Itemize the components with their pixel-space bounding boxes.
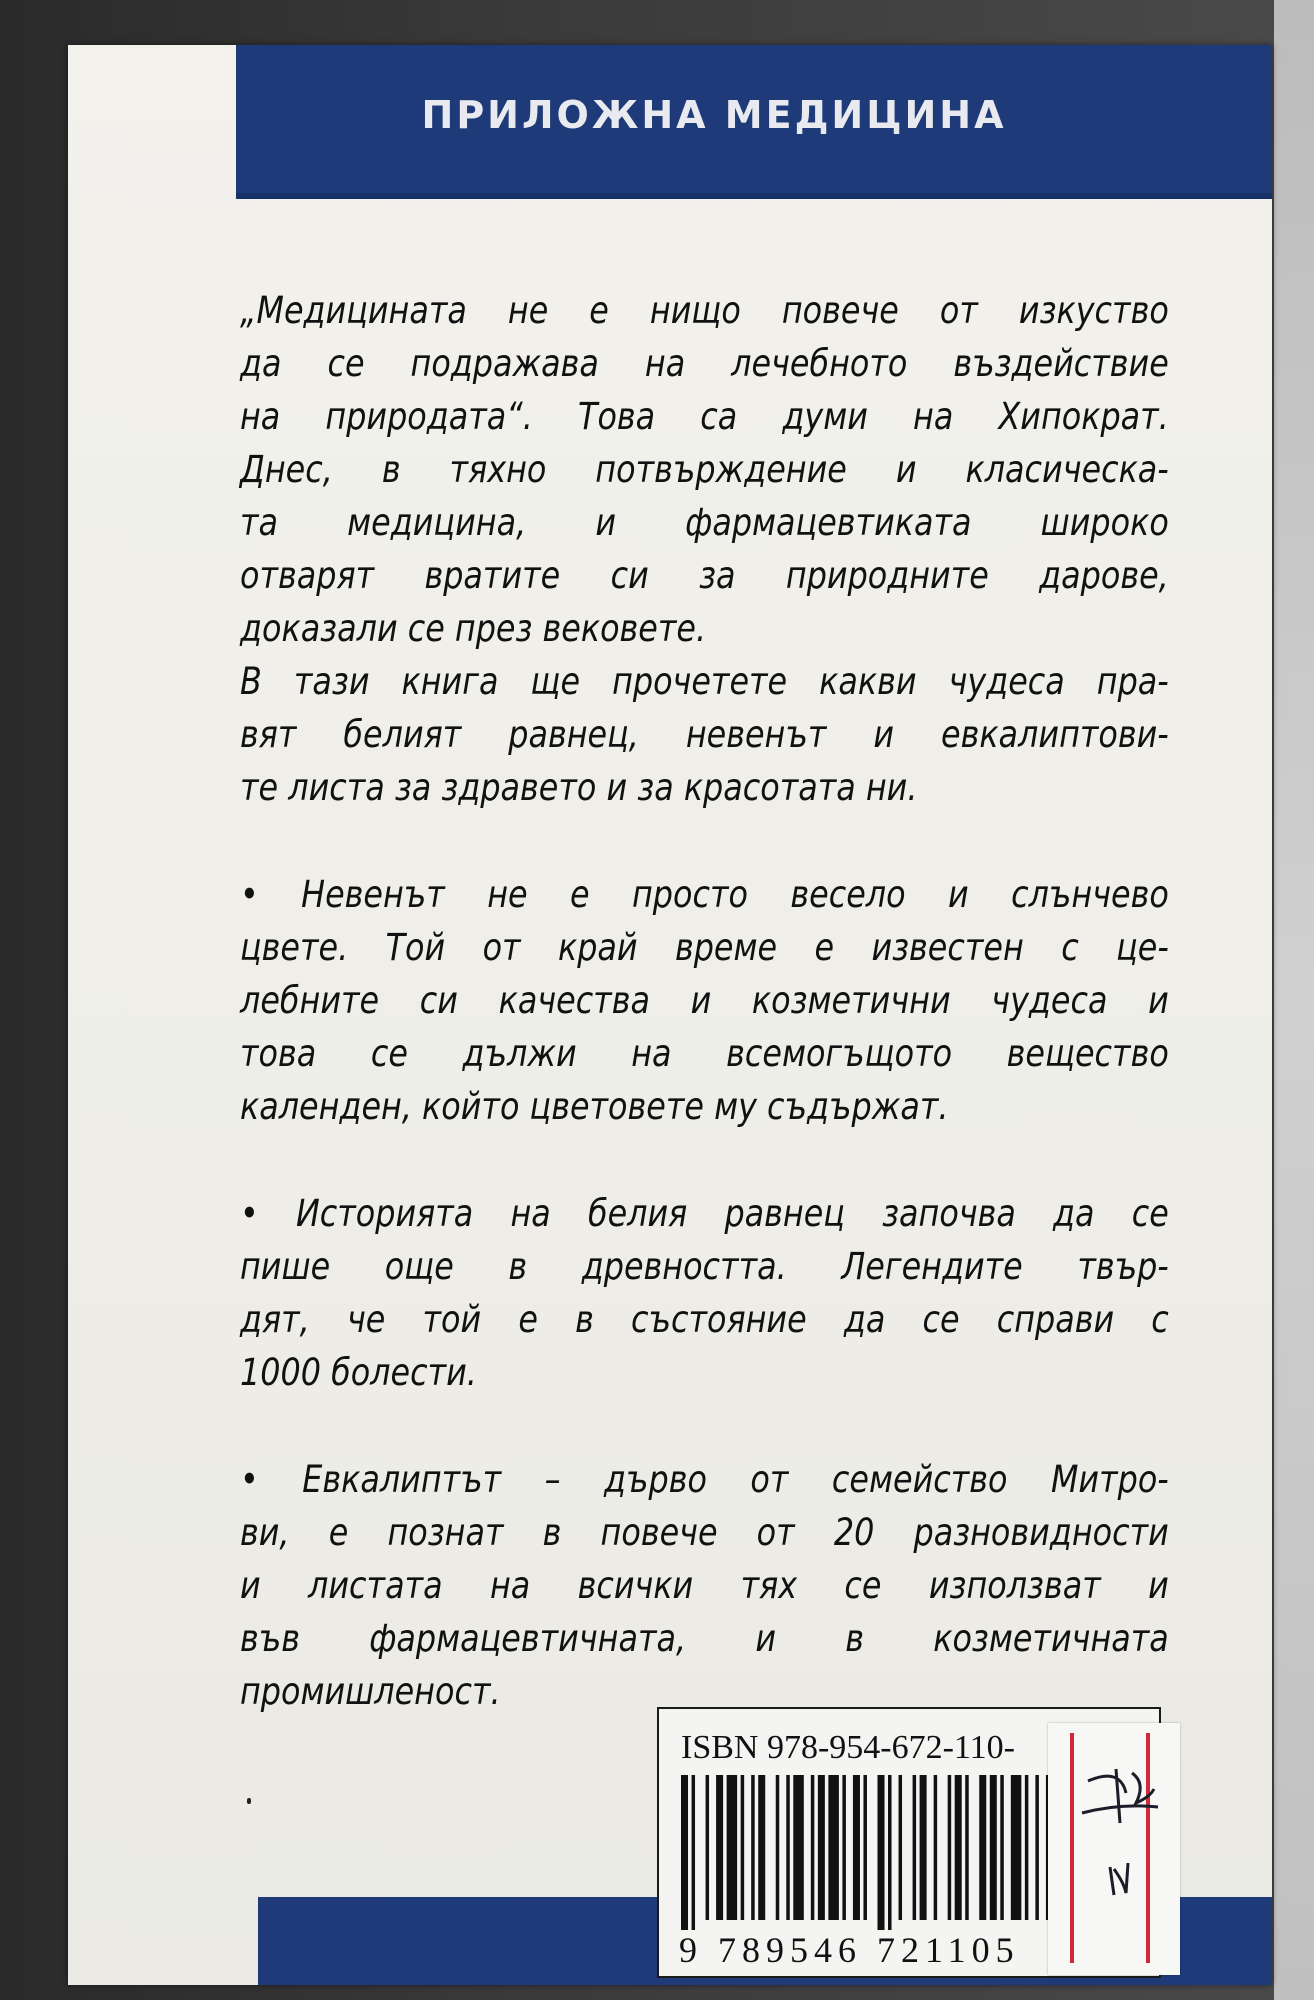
- blurb-line: те листа за здравето и за красотата ни.: [240, 766, 918, 809]
- bullet-line: • Историята на белия равнец започва да се: [240, 1192, 1169, 1235]
- barcode-bar: [751, 1775, 755, 1920]
- barcode-bar: [990, 1775, 997, 1920]
- bullet-line: ви, е познат в повече от 20 разновидности: [240, 1511, 1169, 1554]
- barcode-bar: [863, 1775, 867, 1920]
- blurb-line: доказали се през вековете.: [240, 607, 707, 650]
- barcode-bar: [965, 1775, 969, 1920]
- blurb-line: отварят вратите си за природните дарове,: [240, 554, 1169, 597]
- paragraph-spacer: [240, 1399, 1040, 1453]
- barcode-bar: [758, 1775, 765, 1920]
- bullet-line: лебните си качества и козметични чудеса и: [240, 979, 1169, 1022]
- price-sticker: [1048, 1723, 1180, 1975]
- barcode-bar: [818, 1775, 825, 1920]
- blurb-line: на природата“. Това са думи на Хипократ.: [240, 395, 1169, 438]
- bullet-line: • Невенът не е просто весело и слънчево: [240, 873, 1169, 916]
- paragraph-spacer: [240, 814, 1040, 868]
- bullet-line: • Евкалиптът – дърво от семейство Митро-: [240, 1458, 1169, 1501]
- barcode-bar: [706, 1775, 710, 1920]
- bullet-line: цвете. Той от край време е известен с це-: [240, 926, 1169, 969]
- blurb-line: та медицина, и фармацевтиката широко: [240, 501, 1169, 544]
- barcode-bar: [948, 1775, 952, 1920]
- barcode-bar: [828, 1775, 839, 1920]
- handwritten-mark-icon: [1080, 1763, 1160, 1923]
- ink-dot: [247, 1798, 251, 1804]
- barcode-bar: [776, 1775, 780, 1920]
- bullet-line: дят, че той е в състояние да се справи с: [240, 1298, 1169, 1341]
- background-edge: [1274, 0, 1314, 2000]
- barcode-bar: [853, 1775, 860, 1920]
- barcode-bar: [955, 1775, 962, 1920]
- blurb-line: „Медицината не е нищо повече от изкуство: [240, 289, 1169, 332]
- barcode-bar: [793, 1775, 804, 1920]
- blurb-line: Днес, в тяхно потвърждение и класическа-: [240, 448, 1169, 491]
- bullet-line: и листата на всички тях се използват и: [240, 1564, 1169, 1607]
- isbn-digits: 9 789546 721105: [679, 1930, 1020, 1970]
- barcode-bar: [888, 1775, 892, 1930]
- barcode-bar: [1025, 1775, 1029, 1920]
- bullet-line: това се дължи на всемогъщото вещество: [240, 1032, 1169, 1075]
- blurb-line: В тази книга ще прочетете какви чудеса пра-: [240, 660, 1169, 703]
- barcode-bar: [681, 1775, 688, 1930]
- barcode-bar: [741, 1775, 745, 1920]
- barcode-bar: [920, 1775, 927, 1920]
- isbn-label: ISBN 978-954-672-110-: [681, 1729, 1015, 1766]
- blurb-line: да се подражава на лечебното въздействие: [240, 342, 1169, 385]
- series-header-band: [236, 45, 1272, 199]
- barcode-bar: [727, 1775, 738, 1920]
- barcode-bar: [811, 1775, 815, 1920]
- barcode-bar: [877, 1775, 884, 1930]
- bullet-line: във фармацевтичната, и в козметичната: [240, 1617, 1169, 1660]
- sticker-red-line: [1070, 1733, 1074, 1963]
- series-title: ПРИЛОЖНА МЕДИЦИНА: [421, 93, 1007, 137]
- barcode-bar: [716, 1775, 723, 1920]
- bullet-line: 1000 болести.: [240, 1351, 477, 1394]
- barcode-icon: [681, 1775, 1081, 1930]
- bullet-line: промишленост.: [240, 1670, 501, 1713]
- barcode-bar: [979, 1775, 986, 1920]
- blurb-text: [240, 284, 1169, 1718]
- barcode-bar: [1011, 1775, 1022, 1920]
- paragraph-spacer: [240, 1133, 1040, 1187]
- barcode-bar: [934, 1775, 938, 1920]
- barcode-bar: [913, 1775, 917, 1920]
- barcode-bar: [842, 1775, 846, 1920]
- bullet-line: календен, който цветовете му съдържат.: [240, 1085, 949, 1128]
- barcode-bar: [899, 1775, 903, 1920]
- barcode-bar: [692, 1775, 696, 1930]
- barcode-bar: [1000, 1775, 1004, 1920]
- bullet-line: пише още в древността. Легендите твър-: [240, 1245, 1169, 1288]
- barcode-bar: [786, 1775, 790, 1920]
- blurb-line: вят белият равнец, невенът и евкалиптови-: [240, 713, 1169, 756]
- barcode-bar: [1035, 1775, 1039, 1920]
